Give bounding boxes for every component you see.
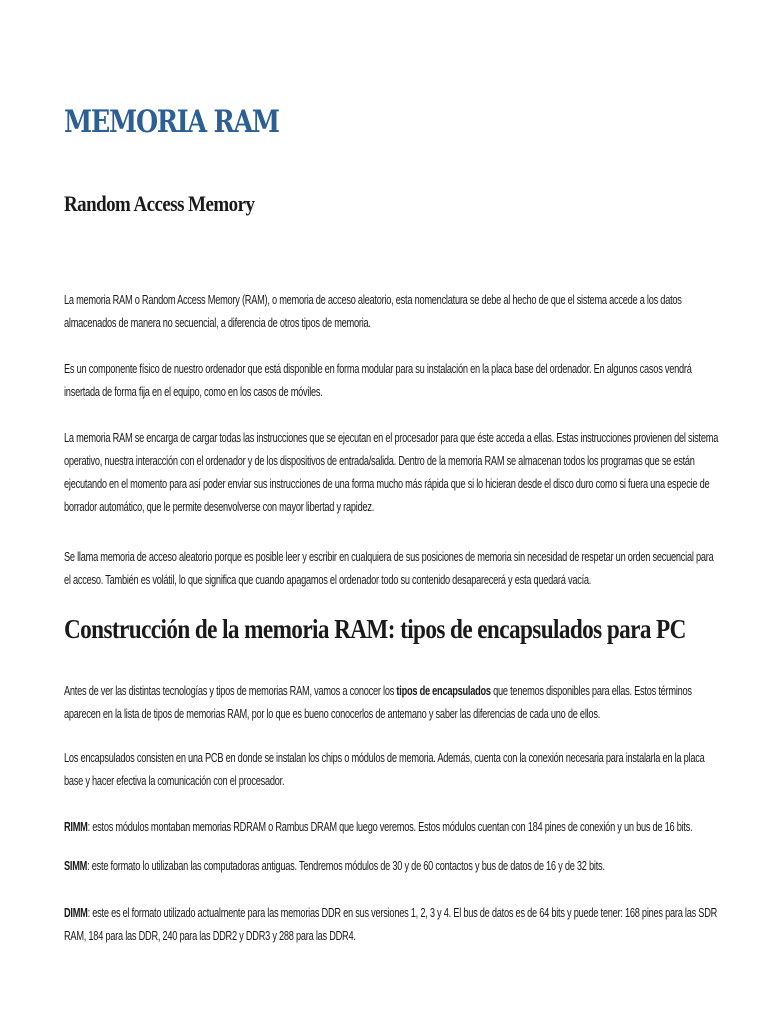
paragraph-definition: La memoria RAM o Random Access Memory (RAM), o memoria de acceso aleatorio, esta nomenclatura se debe al hecho de que el sistema accede a los datos almacenados de manera no secuencial, a diferencia de otros tipos de memoria. — [64, 292, 682, 330]
module-description: : este es el formato utilizado actualmente para las memorias DDR en sus versiones 1, 2, 3 y 4. El bus de datos es de 64 bits y puede tener: 168 pines para las SDR RAM, 184 para las DDR, 240 para las DDR2 y DDR3 y 288 para las DDR4. — [64, 905, 718, 943]
paragraph-text: Antes de ver las distintas tecnologías y tipos de memorias RAM, vamos a conocer los — [64, 683, 397, 698]
paragraph-random-access: Se llama memoria de acceso aleatorio porque es posible leer y escribir en cualquiera de sus posiciones de memoria sin necesidad de respetar un orden secuencial para el acceso. También es volátil, lo que significa que cuando apagamos el ordenador todo su contenido desaparecerá y esta quedará vacía. — [64, 549, 714, 587]
paragraph-text: que tenemos disponibles para ellas. Estos términos aparecen en la lista de tipos de memorias RAM, por lo que es bueno conocerlos de antemano y saber las diferencias de cada uno de ellos. — [64, 683, 692, 721]
module-description: : estos módulos montaban memorias RDRAM o Rambus DRAM que luego veremos. Estos módulos cuentan con 184 pines de conexión y un bus de 16 bits. — [87, 819, 693, 834]
document-subtitle: Random Access Memory — [64, 191, 255, 216]
paragraph-encapsulation-intro — [64, 679, 722, 725]
section-heading: Construcción de la memoria RAM: tipos de encapsulados para PC — [64, 614, 686, 644]
module-name: SIMM — [64, 858, 88, 873]
paragraph-function: La memoria RAM se encarga de cargar todas las instrucciones que se ejecutan en el procesador para que éste acceda a ellas. Estas instrucciones provienen del sistema operativo, nuestra interacción con el ordenador y de los dispositivos de entrada/salida. Dentro de la memoria RAM se almacenan todos los programas que se están ejecutando en el momento para así poder enviar sus instrucciones de una forma mucho más rápida que si lo hicieran desde el disco duro como si fuera una especie de borrador automático, que le permite desenvolverse con mayor libertad y rapidez. — [64, 430, 719, 514]
module-rimm — [64, 815, 722, 838]
bold-term: tipos de encapsulados — [396, 683, 491, 698]
module-description: : este formato lo utilizaban las computadoras antiguas. Tendremos módulos de 30 y de 60 contactos y bus de datos de 16 y de 32 bits. — [87, 858, 605, 873]
paragraph-physical-component: Es un componente físico de nuestro ordenador que está disponible en forma modular para su instalación en la placa base del ordenador. En algunos casos vendrá insertada de forma fija en el equipo, como en los casos de móviles. — [64, 361, 692, 399]
document-title: MEMORIA RAM — [64, 104, 279, 140]
module-name: DIMM — [64, 905, 88, 920]
module-simm — [64, 854, 722, 877]
module-dimm — [64, 901, 722, 947]
module-name: RIMM — [64, 819, 88, 834]
paragraph-pcb: Los encapsulados consisten en una PCB en donde se instalan los chips o módulos de memoria. Además, cuenta con la conexión necesaria para instalarla en la placa base y hacer efectiva la comunicación con el procesador. — [64, 750, 705, 788]
